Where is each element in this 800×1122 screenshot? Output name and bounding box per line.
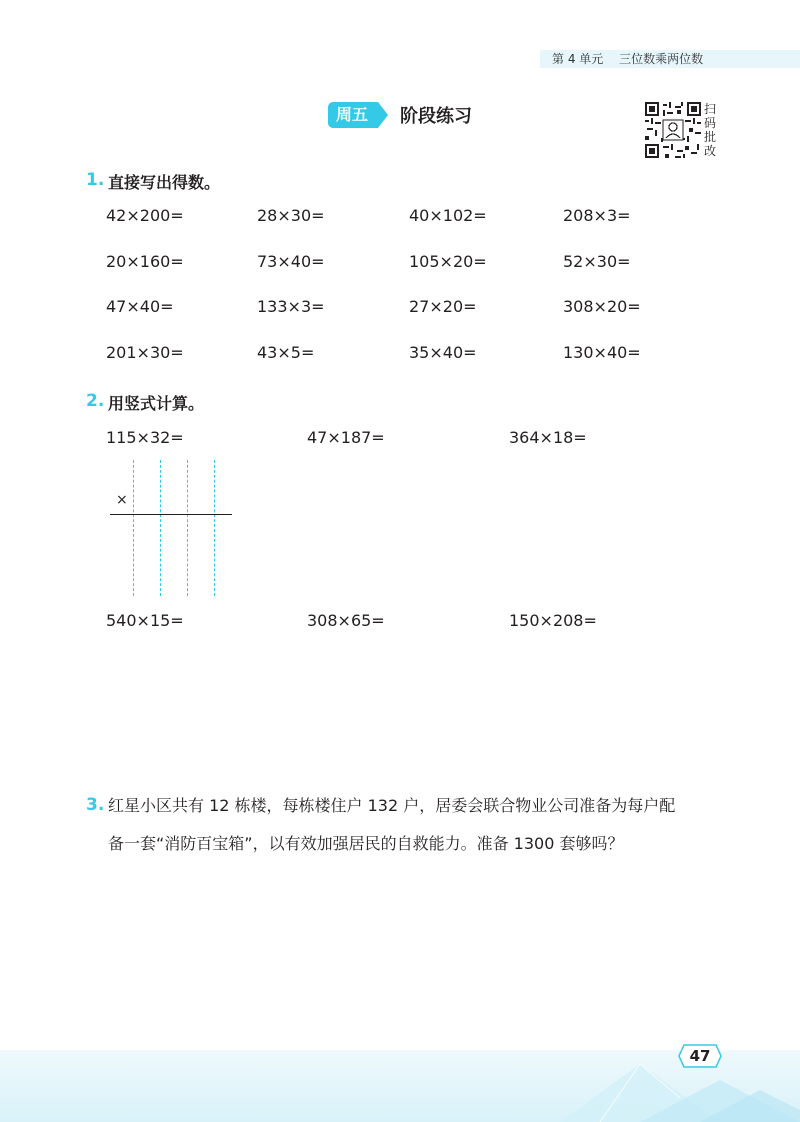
qr-label: 扫码批改 [704, 102, 717, 158]
topic-label: 三位数乘两位数 [619, 52, 704, 66]
page-number: 47 [689, 1047, 711, 1065]
qr-code-icon[interactable] [645, 102, 701, 158]
q1-expr: 133×3= [257, 297, 325, 316]
q1-number: 1. [86, 170, 105, 190]
page-title [328, 102, 472, 128]
times-sign: × [116, 492, 128, 508]
q1-expr: 73×40= [257, 252, 325, 271]
calculation-underline [110, 514, 232, 515]
q3-number: 3. [86, 795, 105, 815]
q1-expr: 43×5= [257, 343, 315, 362]
q1-expr: 20×160= [106, 252, 184, 271]
q2-expr: 115×32= [106, 428, 184, 447]
q1-title: 直接写出得数。 [108, 173, 221, 192]
day-tag: 周五 [328, 102, 378, 128]
title-text: 阶段练习 [400, 106, 473, 127]
q1-expr: 40×102= [409, 206, 487, 225]
q2-expr: 540×15= [106, 611, 184, 630]
digit-guide-line [214, 460, 215, 596]
unit-label: 第 4 单元 [552, 52, 604, 66]
running-header [552, 50, 715, 68]
q2-expr: 364×18= [509, 428, 587, 447]
q1-expr: 52×30= [563, 252, 631, 271]
q1-expr: 35×40= [409, 343, 477, 362]
q1-expr: 208×3= [563, 206, 631, 225]
digit-guide-line [133, 460, 134, 596]
q1-expr: 27×20= [409, 297, 477, 316]
q3-line-1: 红星小区共有 12 栋楼，每栋楼住户 132 户，居委会联合物业公司准备为每户配 [108, 796, 676, 815]
q1-expr: 42×200= [106, 206, 184, 225]
q1-expr: 130×40= [563, 343, 641, 362]
q2-number: 2. [86, 391, 105, 411]
q1-expr: 28×30= [257, 206, 325, 225]
q3-line-2: 备一套“消防百宝箱”，以有效加强居民的自救能力。准备 1300 套够吗？ [108, 834, 624, 853]
q2-expr: 47×187= [307, 428, 385, 447]
q2-expr: 150×208= [509, 611, 597, 630]
q2-expr: 308×65= [307, 611, 385, 630]
q1-expr: 201×30= [106, 343, 184, 362]
q1-expr: 308×20= [563, 297, 641, 316]
q1-expr: 105×20= [409, 252, 487, 271]
q2-title: 用竖式计算。 [108, 394, 205, 413]
q1-expr: 47×40= [106, 297, 174, 316]
digit-guide-line [160, 460, 161, 596]
digit-guide-line [187, 460, 188, 596]
